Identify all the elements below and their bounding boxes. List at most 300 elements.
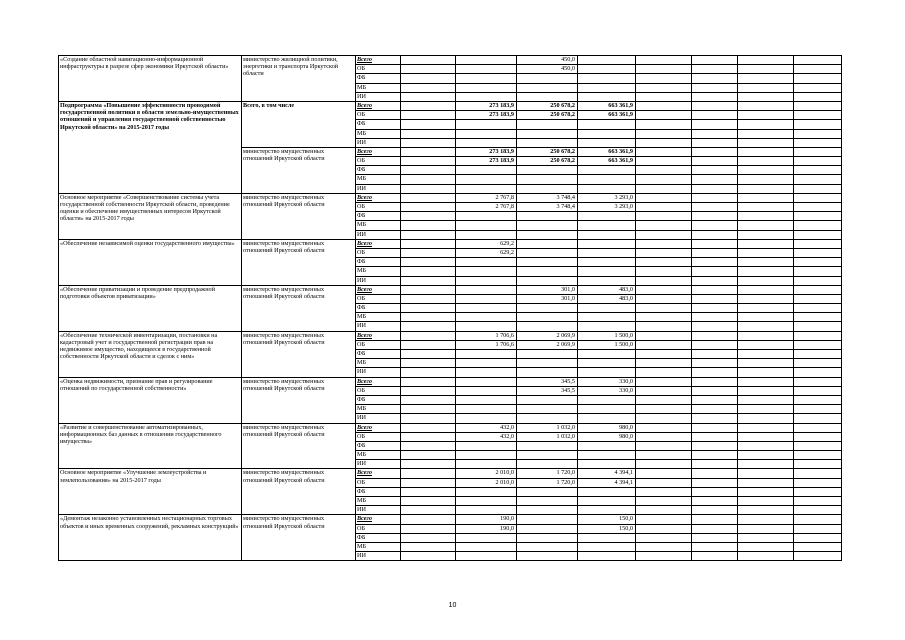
- empty-cell: [692, 83, 738, 92]
- amount-cell: [517, 74, 578, 83]
- empty-cell: [636, 405, 692, 414]
- empty-cell: [401, 276, 456, 285]
- amount-cell: 432,0: [456, 432, 517, 441]
- measure-name-cell: «Обеспечение независимой оценки государственного имущества»: [59, 239, 242, 285]
- amount-cell: [456, 359, 517, 368]
- empty-cell: [738, 377, 794, 386]
- empty-cell: [794, 469, 842, 478]
- empty-cell: [401, 267, 456, 276]
- amount-cell: 3 293,0: [578, 193, 636, 202]
- empty-cell: [636, 74, 692, 83]
- amount-cell: [517, 533, 578, 542]
- empty-cell: [692, 212, 738, 221]
- empty-cell: [794, 212, 842, 221]
- amount-cell: [456, 506, 517, 515]
- amount-cell: 273 183,9: [456, 147, 517, 156]
- funding-source-cell: ИИ: [356, 276, 401, 285]
- amount-cell: [578, 313, 636, 322]
- empty-cell: [692, 377, 738, 386]
- empty-cell: [636, 258, 692, 267]
- funding-source-cell: ИИ: [356, 230, 401, 239]
- amount-cell: [456, 276, 517, 285]
- funding-source-cell: ОБ: [356, 524, 401, 533]
- empty-cell: [401, 368, 456, 377]
- empty-cell: [401, 129, 456, 138]
- empty-cell: [692, 359, 738, 368]
- funding-source-cell: ФБ: [356, 533, 401, 542]
- empty-cell: [401, 340, 456, 349]
- empty-cell: [636, 552, 692, 561]
- empty-cell: [692, 203, 738, 212]
- empty-cell: [692, 175, 738, 184]
- empty-cell: [636, 340, 692, 349]
- empty-cell: [794, 276, 842, 285]
- amount-cell: [456, 441, 517, 450]
- empty-cell: [692, 184, 738, 193]
- amount-cell: [578, 441, 636, 450]
- empty-cell: [692, 414, 738, 423]
- empty-cell: [401, 92, 456, 101]
- empty-cell: [794, 368, 842, 377]
- empty-cell: [692, 405, 738, 414]
- funding-source-cell: МБ: [356, 129, 401, 138]
- empty-cell: [636, 92, 692, 101]
- funding-source-cell: ОБ: [356, 432, 401, 441]
- empty-cell: [794, 322, 842, 331]
- amount-cell: [517, 368, 578, 377]
- empty-cell: [636, 386, 692, 395]
- amount-cell: [578, 175, 636, 184]
- empty-cell: [692, 276, 738, 285]
- empty-cell: [401, 350, 456, 359]
- empty-cell: [794, 487, 842, 496]
- measure-name-cell: «Демонтаж незаконно установленных нестационарных торговых объектов и иных временных сооружений, рекламных конструкций»: [59, 515, 242, 561]
- empty-cell: [738, 56, 794, 65]
- amount-cell: [456, 92, 517, 101]
- measure-name-cell: «Оценка недвижимости, признание прав и регулирование отношений по государственной собственности»: [59, 377, 242, 423]
- empty-cell: [738, 469, 794, 478]
- amount-cell: [517, 212, 578, 221]
- amount-cell: [578, 497, 636, 506]
- empty-cell: [401, 120, 456, 129]
- empty-cell: [636, 175, 692, 184]
- executor-cell: министерство имущественных отношений Иркутской области: [242, 193, 356, 239]
- empty-cell: [794, 451, 842, 460]
- empty-cell: [401, 542, 456, 551]
- empty-cell: [692, 441, 738, 450]
- empty-cell: [794, 460, 842, 469]
- amount-cell: [456, 267, 517, 276]
- empty-cell: [692, 65, 738, 74]
- empty-cell: [738, 497, 794, 506]
- empty-cell: [401, 405, 456, 414]
- funding-source-cell: ОБ: [356, 340, 401, 349]
- empty-cell: [401, 203, 456, 212]
- empty-cell: [636, 239, 692, 248]
- empty-cell: [636, 515, 692, 524]
- empty-cell: [738, 432, 794, 441]
- empty-cell: [636, 304, 692, 313]
- empty-cell: [794, 340, 842, 349]
- amount-cell: [517, 175, 578, 184]
- amount-cell: [578, 248, 636, 257]
- funding-source-cell: ИИ: [356, 460, 401, 469]
- budget-table: [58, 55, 842, 561]
- empty-cell: [738, 542, 794, 551]
- amount-cell: 250 678,2: [517, 147, 578, 156]
- amount-cell: 2 010,0: [456, 469, 517, 478]
- amount-cell: [517, 322, 578, 331]
- amount-cell: 1 032,0: [517, 432, 578, 441]
- amount-cell: [456, 65, 517, 74]
- empty-cell: [794, 184, 842, 193]
- empty-cell: [692, 552, 738, 561]
- amount-cell: [456, 294, 517, 303]
- empty-cell: [692, 451, 738, 460]
- executor-cell: министерство имущественных отношений Иркутской области: [242, 331, 356, 377]
- amount-cell: [517, 166, 578, 175]
- empty-cell: [636, 487, 692, 496]
- empty-cell: [794, 350, 842, 359]
- amount-cell: [517, 359, 578, 368]
- empty-cell: [794, 432, 842, 441]
- empty-cell: [794, 248, 842, 257]
- empty-cell: [401, 175, 456, 184]
- empty-cell: [794, 230, 842, 239]
- funding-source-cell: МБ: [356, 451, 401, 460]
- funding-source-cell: ОБ: [356, 65, 401, 74]
- amount-cell: [456, 230, 517, 239]
- amount-cell: [517, 506, 578, 515]
- funding-source-cell: Всего: [356, 377, 401, 386]
- table-row: [59, 377, 842, 386]
- measure-name-cell: «Обеспечение приватизации и проведение предпродажной подготовки объектов приватизации»: [59, 285, 242, 331]
- empty-cell: [738, 276, 794, 285]
- amount-cell: [456, 386, 517, 395]
- empty-cell: [636, 267, 692, 276]
- amount-cell: [578, 129, 636, 138]
- empty-cell: [794, 294, 842, 303]
- amount-cell: [578, 405, 636, 414]
- empty-cell: [692, 285, 738, 294]
- empty-cell: [692, 478, 738, 487]
- empty-cell: [794, 542, 842, 551]
- amount-cell: 663 361,9: [578, 157, 636, 166]
- empty-cell: [636, 533, 692, 542]
- funding-source-cell: ОБ: [356, 294, 401, 303]
- amount-cell: [456, 258, 517, 267]
- funding-source-cell: ФБ: [356, 166, 401, 175]
- empty-cell: [692, 294, 738, 303]
- measure-name-cell: «Создание областной навигационно-информационной инфраструктуры в разрезе сфер экономики Иркутской области»: [59, 56, 242, 102]
- empty-cell: [794, 524, 842, 533]
- empty-cell: [692, 340, 738, 349]
- empty-cell: [401, 166, 456, 175]
- empty-cell: [401, 157, 456, 166]
- empty-cell: [401, 65, 456, 74]
- empty-cell: [794, 304, 842, 313]
- amount-cell: [456, 460, 517, 469]
- empty-cell: [738, 395, 794, 404]
- amount-cell: [578, 395, 636, 404]
- empty-cell: [738, 138, 794, 147]
- empty-cell: [401, 313, 456, 322]
- empty-cell: [738, 184, 794, 193]
- empty-cell: [636, 111, 692, 120]
- funding-source-cell: ОБ: [356, 386, 401, 395]
- executor-cell: министерство имущественных отношений Иркутской области: [242, 515, 356, 561]
- empty-cell: [738, 478, 794, 487]
- empty-cell: [401, 432, 456, 441]
- amount-cell: 663 361,9: [578, 147, 636, 156]
- amount-cell: [517, 350, 578, 359]
- amount-cell: 190,0: [456, 515, 517, 524]
- empty-cell: [738, 120, 794, 129]
- empty-cell: [636, 203, 692, 212]
- amount-cell: [517, 441, 578, 450]
- amount-cell: [578, 451, 636, 460]
- funding-source-cell: ФБ: [356, 350, 401, 359]
- empty-cell: [401, 248, 456, 257]
- amount-cell: [456, 552, 517, 561]
- amount-cell: [456, 166, 517, 175]
- empty-cell: [692, 74, 738, 83]
- empty-cell: [636, 377, 692, 386]
- empty-cell: [738, 533, 794, 542]
- funding-source-cell: ИИ: [356, 184, 401, 193]
- empty-cell: [401, 386, 456, 395]
- empty-cell: [738, 267, 794, 276]
- empty-cell: [738, 157, 794, 166]
- table-row: [59, 56, 842, 65]
- empty-cell: [636, 350, 692, 359]
- empty-cell: [794, 166, 842, 175]
- amount-cell: [456, 304, 517, 313]
- executor-cell: министерство имущественных отношений Иркутской области: [242, 469, 356, 515]
- empty-cell: [738, 230, 794, 239]
- amount-cell: [578, 460, 636, 469]
- empty-cell: [738, 506, 794, 515]
- funding-source-cell: ФБ: [356, 212, 401, 221]
- amount-cell: 330,0: [578, 386, 636, 395]
- empty-cell: [738, 460, 794, 469]
- empty-cell: [692, 432, 738, 441]
- executor-cell: министерство имущественных отношений Иркутской области: [242, 285, 356, 331]
- executor-cell: Всего, в том числе: [242, 101, 356, 147]
- empty-cell: [401, 193, 456, 202]
- empty-cell: [692, 469, 738, 478]
- funding-source-cell: Всего: [356, 423, 401, 432]
- amount-cell: [517, 552, 578, 561]
- empty-cell: [401, 74, 456, 83]
- amount-cell: [456, 120, 517, 129]
- empty-cell: [401, 294, 456, 303]
- funding-source-cell: Всего: [356, 469, 401, 478]
- amount-cell: [456, 451, 517, 460]
- empty-cell: [692, 230, 738, 239]
- amount-cell: [517, 129, 578, 138]
- amount-cell: [578, 138, 636, 147]
- empty-cell: [692, 460, 738, 469]
- amount-cell: [517, 230, 578, 239]
- empty-cell: [401, 395, 456, 404]
- empty-cell: [794, 92, 842, 101]
- empty-cell: [794, 129, 842, 138]
- empty-cell: [636, 129, 692, 138]
- amount-cell: [456, 350, 517, 359]
- measure-name-cell: «Обеспечение технической инвентаризации, постановки на кадастровый учет и государственной регистрации прав на недвижимое имущество, находящееся в государственной собственности Иркутской области и сделок с ним»: [59, 331, 242, 377]
- empty-cell: [738, 524, 794, 533]
- empty-cell: [692, 322, 738, 331]
- funding-source-cell: Всего: [356, 239, 401, 248]
- empty-cell: [692, 395, 738, 404]
- empty-cell: [692, 533, 738, 542]
- empty-cell: [636, 497, 692, 506]
- funding-source-cell: ФБ: [356, 74, 401, 83]
- amount-cell: [578, 230, 636, 239]
- empty-cell: [738, 368, 794, 377]
- amount-cell: [578, 221, 636, 230]
- amount-cell: [517, 497, 578, 506]
- amount-cell: 190,0: [456, 524, 517, 533]
- amount-cell: 273 183,9: [456, 101, 517, 110]
- amount-cell: [456, 285, 517, 294]
- amount-cell: [578, 92, 636, 101]
- empty-cell: [738, 515, 794, 524]
- amount-cell: [578, 552, 636, 561]
- empty-cell: [692, 111, 738, 120]
- empty-cell: [692, 92, 738, 101]
- empty-cell: [738, 239, 794, 248]
- empty-cell: [692, 221, 738, 230]
- empty-cell: [794, 533, 842, 542]
- amount-cell: [578, 276, 636, 285]
- empty-cell: [794, 497, 842, 506]
- empty-cell: [401, 221, 456, 230]
- amount-cell: 4 394,1: [578, 478, 636, 487]
- measure-name-cell: Основное мероприятие «Совершенствование системы учета государственной собственности Иркутской области, проведение оценки и обеспечение имущественных интересов Иркутской области» на 2015-2017 годы: [59, 193, 242, 239]
- empty-cell: [794, 239, 842, 248]
- table-row: [59, 193, 842, 202]
- empty-cell: [636, 506, 692, 515]
- empty-cell: [401, 460, 456, 469]
- amount-cell: [456, 313, 517, 322]
- empty-cell: [738, 101, 794, 110]
- empty-cell: [401, 469, 456, 478]
- empty-cell: [636, 184, 692, 193]
- empty-cell: [636, 414, 692, 423]
- amount-cell: 2 010,0: [456, 478, 517, 487]
- empty-cell: [692, 267, 738, 276]
- amount-cell: 1 032,0: [517, 423, 578, 432]
- empty-cell: [794, 423, 842, 432]
- amount-cell: [578, 212, 636, 221]
- empty-cell: [692, 368, 738, 377]
- empty-cell: [401, 138, 456, 147]
- executor-cell: министерство имущественных отношений Иркутской области: [242, 147, 356, 193]
- empty-cell: [738, 405, 794, 414]
- empty-cell: [636, 478, 692, 487]
- amount-cell: 4 394,1: [578, 469, 636, 478]
- empty-cell: [636, 83, 692, 92]
- amount-cell: 2 767,8: [456, 203, 517, 212]
- amount-cell: [578, 258, 636, 267]
- empty-cell: [636, 395, 692, 404]
- empty-cell: [738, 111, 794, 120]
- empty-cell: [692, 239, 738, 248]
- empty-cell: [794, 101, 842, 110]
- empty-cell: [636, 359, 692, 368]
- amount-cell: [517, 184, 578, 193]
- amount-cell: 2 069,9: [517, 331, 578, 340]
- amount-cell: [578, 166, 636, 175]
- funding-source-cell: МБ: [356, 313, 401, 322]
- empty-cell: [692, 193, 738, 202]
- funding-source-cell: ИИ: [356, 368, 401, 377]
- empty-cell: [636, 441, 692, 450]
- funding-source-cell: ОБ: [356, 248, 401, 257]
- table-row: [59, 469, 842, 478]
- amount-cell: [578, 322, 636, 331]
- empty-cell: [738, 451, 794, 460]
- empty-cell: [692, 56, 738, 65]
- empty-cell: [738, 350, 794, 359]
- amount-cell: 1 500,0: [578, 340, 636, 349]
- empty-cell: [401, 506, 456, 515]
- amount-cell: [517, 239, 578, 248]
- amount-cell: [578, 56, 636, 65]
- empty-cell: [636, 542, 692, 551]
- amount-cell: [517, 304, 578, 313]
- amount-cell: [517, 258, 578, 267]
- empty-cell: [794, 74, 842, 83]
- amount-cell: [517, 405, 578, 414]
- empty-cell: [401, 184, 456, 193]
- empty-cell: [401, 533, 456, 542]
- executor-cell: министерство жилищной политики, энергетики и транспорта Иркутской области: [242, 56, 356, 102]
- amount-cell: [517, 395, 578, 404]
- empty-cell: [636, 248, 692, 257]
- executor-cell: министерство имущественных отношений Иркутской области: [242, 377, 356, 423]
- empty-cell: [636, 212, 692, 221]
- empty-cell: [738, 83, 794, 92]
- empty-cell: [692, 313, 738, 322]
- amount-cell: 301,0: [517, 285, 578, 294]
- empty-cell: [738, 175, 794, 184]
- amount-cell: 2 069,9: [517, 340, 578, 349]
- amount-cell: 450,0: [517, 65, 578, 74]
- amount-cell: [456, 368, 517, 377]
- empty-cell: [636, 230, 692, 239]
- amount-cell: 301,0: [517, 294, 578, 303]
- amount-cell: [517, 313, 578, 322]
- amount-cell: 3 748,4: [517, 193, 578, 202]
- empty-cell: [401, 111, 456, 120]
- amount-cell: [517, 120, 578, 129]
- amount-cell: 1 500,0: [578, 331, 636, 340]
- amount-cell: 250 678,2: [517, 111, 578, 120]
- empty-cell: [401, 101, 456, 110]
- empty-cell: [401, 359, 456, 368]
- amount-cell: [578, 304, 636, 313]
- empty-cell: [692, 120, 738, 129]
- empty-cell: [738, 212, 794, 221]
- empty-cell: [738, 322, 794, 331]
- empty-cell: [738, 147, 794, 156]
- empty-cell: [401, 83, 456, 92]
- empty-cell: [738, 248, 794, 257]
- empty-cell: [738, 129, 794, 138]
